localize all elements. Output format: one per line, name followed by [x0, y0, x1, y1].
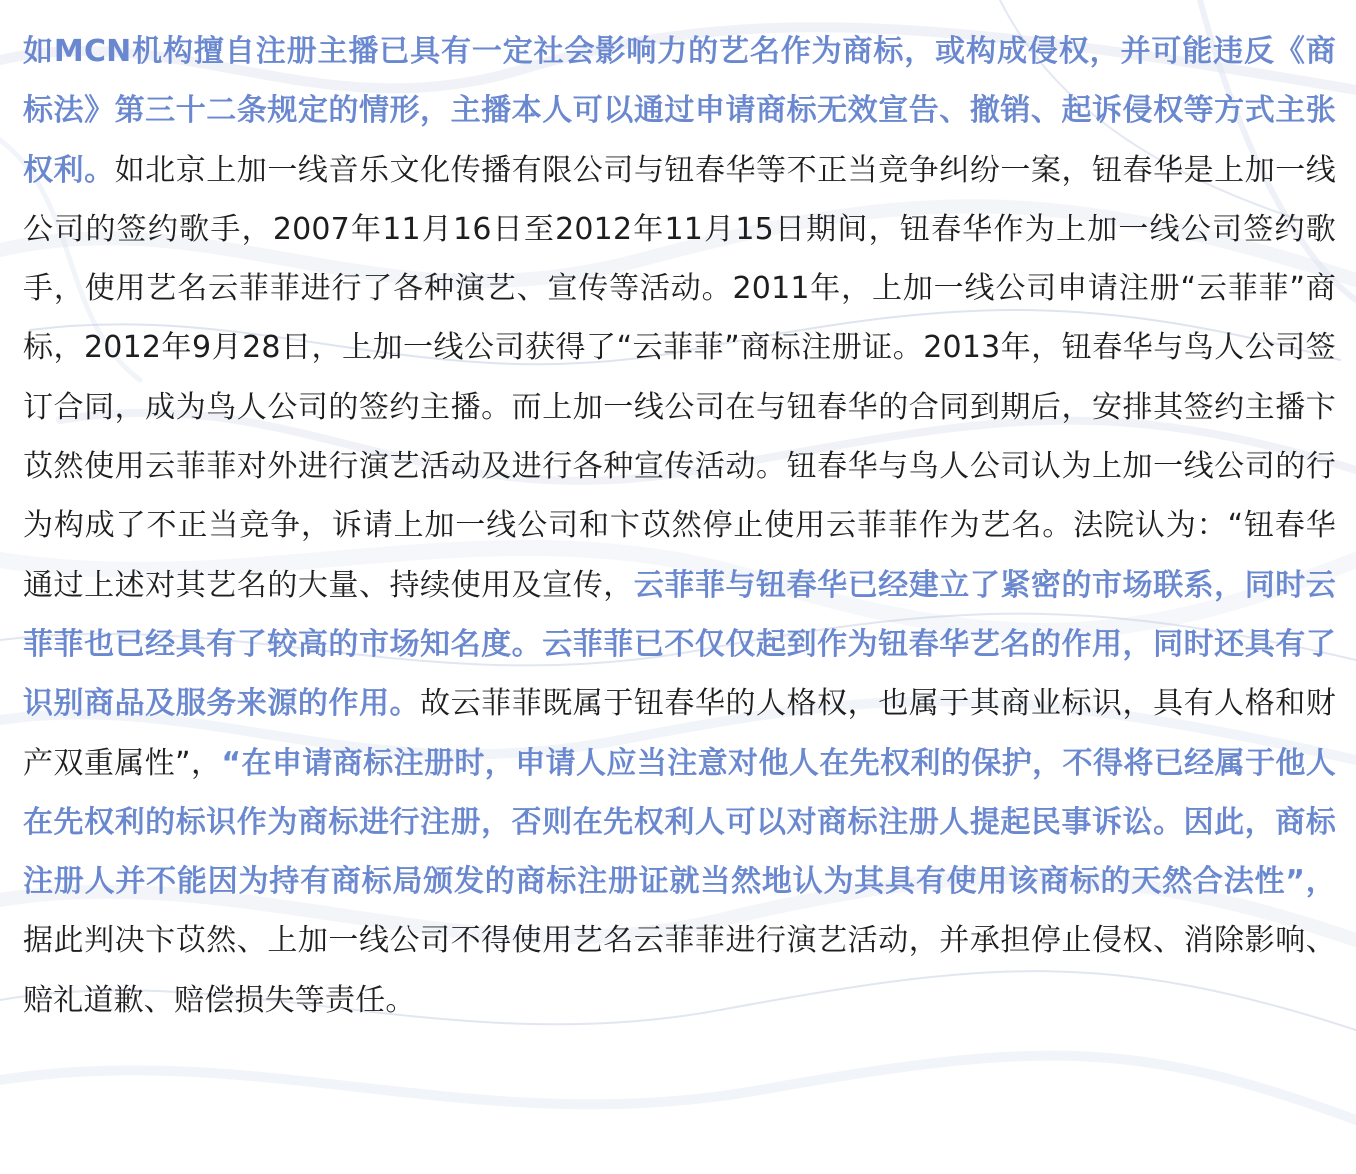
text-segment: 据此判决卞苡然、上加一线公司不得使用艺名云菲菲进行演艺活动，并承担停止侵权、消除影响、赔礼道歉、赔偿损失等责任。 — [23, 923, 1336, 1018]
highlight-segment: “在申请商标注册时，申请人应当注意对他人在先权利的保护，不得将已经属于他人在先权利的标识作为商标进行注册，否则在先权利人可以对商标注册人提起民事诉讼。因此，商标注册人并不能因为持有商标局颁发的商标注册证就当然地认为其具有使用该商标的天然合法性”， — [23, 745, 1336, 900]
highlight-segment: 云菲菲与钮春华已经建立了紧密的市场联系，同时云菲菲也已经具有了较高的市场知名度。云菲菲已不仅仅起到作为钮春华艺名的作用，同时还具有了识别商品及服务来源的作用。 — [23, 567, 1336, 722]
text-segment: 故云菲菲既属于钮春华的人格权，也属于其商业标识，具有人格和财产双重属性”， — [23, 686, 1336, 781]
article-paragraph — [23, 22, 1336, 1030]
text-segment: 如北京上加一线音乐文化传播有限公司与钮春华等不正当竞争纠纷一案，钮春华是上加一线公司的签约歌手，2007年11月16日至2012年11月15日期间，钮春华作为上加一线公司签约歌手，使用艺名云菲菲进行了各种演艺、宣传等活动。2011年，上加一线公司申请注册“云菲菲”商标，2012年9月28日，上加一线公司获得了“云菲菲”商标注册证。2013年，钮春华与鸟人公司签订合同，成为鸟人公司的签约主播。而上加一线公司在与钮春华的合同到期后，安排其签约主播卞苡然使用云菲菲对外进行演艺活动及进行各种宣传活动。钮春华与鸟人公司认为上加一线公司的行为构成了不正当竞争，诉请上加一线公司和卞苡然停止使用云菲菲作为艺名。法院认为：“钮春华通过上述对其艺名的大量、持续使用及宣传， — [23, 152, 1337, 603]
highlight-segment: 如MCN机构擅自注册主播已具有一定社会影响力的艺名作为商标，或构成侵权，并可能违反《商标法》第三十二条规定的情形，主播本人可以通过申请商标无效宣告、撤销、起诉侵权等方式主张权利。 — [23, 34, 1336, 188]
